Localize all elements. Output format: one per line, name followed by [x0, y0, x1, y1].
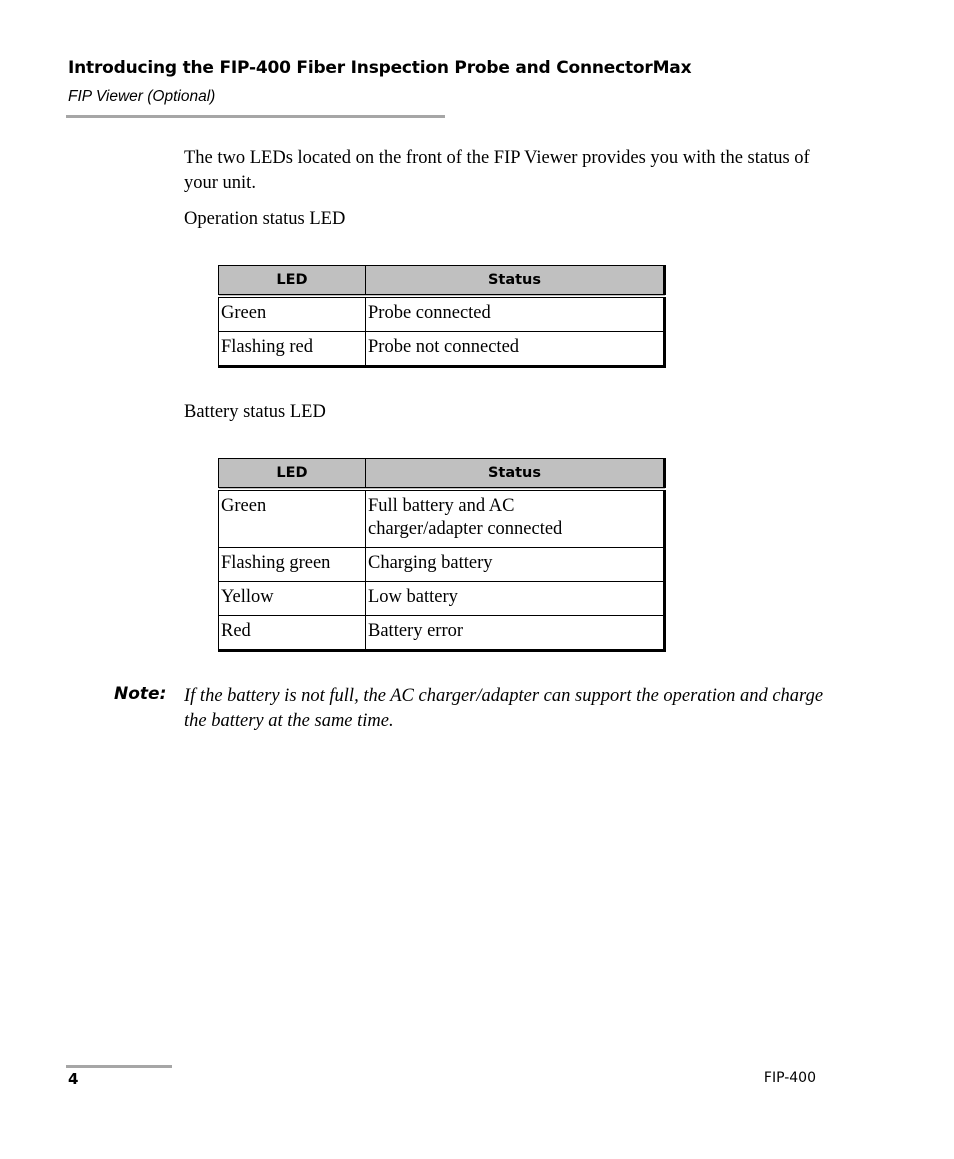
note-text: If the battery is not full, the AC charger/adapter can support the operation and charge the battery at the same time. [184, 686, 824, 731]
table-row [219, 489, 665, 548]
header-divider [66, 115, 445, 118]
operation-status-table [218, 265, 666, 368]
section-title: Introducing the FIP-400 Fiber Inspection Probe and ConnectorMax [68, 58, 692, 78]
table-header-row [219, 266, 665, 297]
status-cell: Probe not connected [366, 332, 665, 367]
status-cell: Probe connected [366, 296, 665, 332]
column-header-status: Status [366, 266, 665, 297]
intro-paragraph: The two LEDs located on the front of the FIP Viewer provides you with the status of your unit. [184, 148, 810, 193]
table-row [219, 548, 665, 582]
column-header-status: Status [366, 459, 665, 490]
operation-table-caption: Operation status LED [184, 209, 346, 229]
led-cell: Yellow [219, 582, 366, 616]
led-cell: Green [219, 296, 366, 332]
page-number: 4 [68, 1070, 79, 1088]
led-cell: Flashing red [219, 332, 366, 367]
led-cell: Flashing green [219, 548, 366, 582]
battery-status-table [218, 458, 666, 652]
led-cell: Green [219, 489, 366, 548]
table-header-row [219, 459, 665, 490]
status-cell: Charging battery [366, 548, 665, 582]
footer-divider [66, 1065, 172, 1068]
battery-table-caption: Battery status LED [184, 402, 326, 422]
status-cell: Full battery and AC charger/adapter connected [366, 489, 665, 548]
column-header-led: LED [219, 459, 366, 490]
status-cell: Low battery [366, 582, 665, 616]
table-row [219, 296, 665, 332]
note-label: Note: [114, 684, 167, 704]
table-row [219, 616, 665, 651]
led-cell: Red [219, 616, 366, 651]
column-header-led: LED [219, 266, 366, 297]
status-cell: Battery error [366, 616, 665, 651]
document-name: FIP-400 [763, 1070, 816, 1086]
table-row [219, 582, 665, 616]
section-subtitle: FIP Viewer (Optional) [68, 88, 216, 105]
table-row [219, 332, 665, 367]
